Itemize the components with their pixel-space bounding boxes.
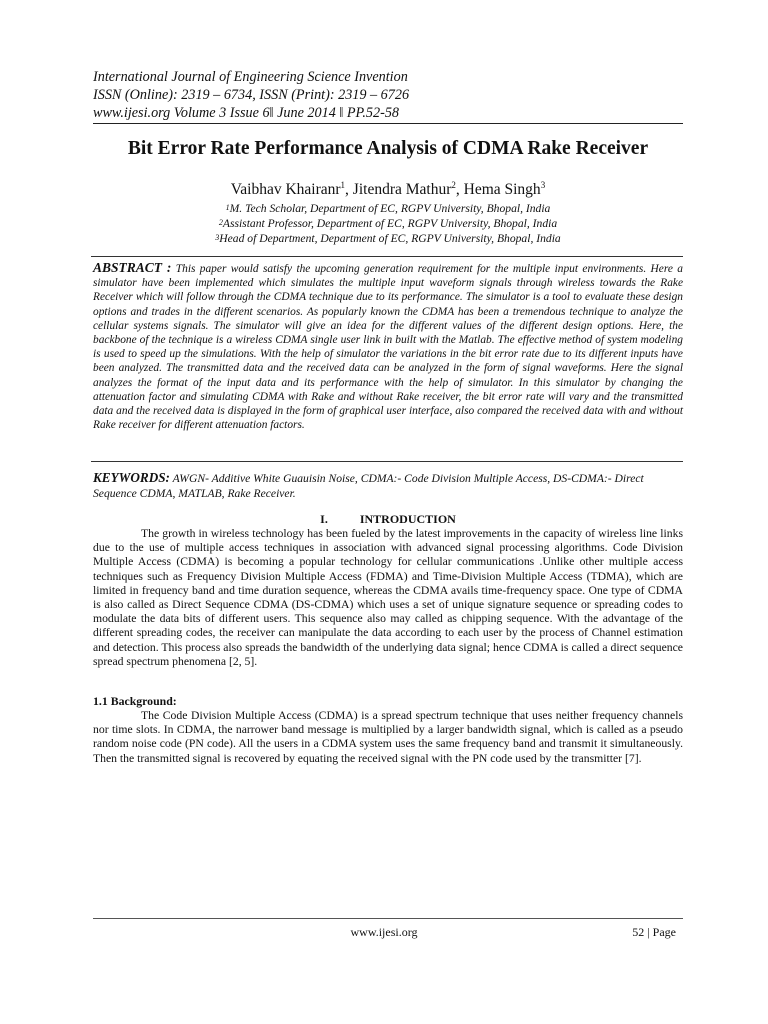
- keywords-label: KEYWORDS:: [93, 470, 170, 485]
- keywords: [93, 471, 683, 501]
- author-sep: ,: [345, 181, 353, 199]
- aff-sup: 2: [218, 218, 223, 227]
- author-sup: 3: [540, 180, 546, 190]
- page-number: 52 | Page: [632, 925, 676, 939]
- footer-url: www.ijesi.org: [350, 925, 418, 939]
- aff-text: Assistant Professor, Department of EC, RGPV University, Bhopal, India: [222, 217, 558, 230]
- affiliation-2: [93, 216, 683, 231]
- aff-sup: 3: [215, 233, 220, 242]
- paper-title: Bit Error Rate Performance Analysis of CDMA Rake Receiver: [127, 138, 649, 159]
- author-name: Vaibhav Khairanr: [230, 181, 341, 199]
- subsection-heading: 1.1 Background:: [93, 694, 177, 708]
- aff-text: Head of Department, Department of EC, RGPV University, Bhopal, India: [219, 232, 561, 245]
- section-title: INTRODUCTION: [359, 512, 456, 526]
- affiliation-1: [93, 201, 683, 216]
- author-sep: ,: [455, 181, 464, 199]
- aff-text: M. Tech Scholar, Department of EC, RGPV University, Bhopal, India: [229, 202, 551, 215]
- author-name: Hema Singh: [463, 181, 541, 199]
- abstract-text: This paper would satisfy the upcoming generation requirement for the multiple input environments. Here a simulator have been implemented which simulates the multiple input waveform signals through wireless towards the Rake Receiver which will follow through the CDMA technique due to its performance. The simulator is a tool to evaluate these design options and trades in the different scenarios. As popularly known the CDMA has been a tremendous technique to analyze the cellular systems signals. The simulator will give an idea for the different values of the different design options. Here, the backbone of the technique is a wireless CDMA single user link in built with the Matlab. The effective method of system modeling is used to speed up the simulations. With the help of simulator the variations in the bit error rate due to its different inputs have been analyzed. The transmitted data and the received data can be analyzed in the form of signal waveforms. Here the signal analyzes the format of the input data and its performance with the help of simulator. In this simulator by changing the attenuation factor and simulating CDMA with Rake and without Rake receiver, the bit error rate will vary and the transmitted data and the received data is displayed in the form of graphical user interface, also compared the received data with and without Rake receiver for different attenuation factors.: [93, 263, 683, 432]
- background-paragraph: The Code Division Multiple Access (CDMA) is a spread spectrum technique that uses neither frequency channels nor time slots. In CDMA, the narrower band message is multiplied by a larger bandwidth signal, which is called as a pseudo random noise code (PN code). All the users in a CDMA system uses the same frequency band and transmit it simultaneously. Then the transmitted signal is recovered by equating the received signal with the PN code used by the transmitter [7].: [93, 709, 683, 765]
- section-heading: [93, 512, 683, 527]
- abstract-label: ABSTRACT :: [93, 260, 172, 275]
- author-name: Jitendra Mathur: [352, 181, 452, 199]
- author-sup: 2: [451, 180, 456, 190]
- keywords-text: AWGN- Additive White Guauisin Noise, CDMA:- Code Division Multiple Access, DS-CDMA:- Direct Sequence CDMA, MATLAB, Rake Receiver.: [93, 472, 644, 500]
- section-number: I.: [320, 512, 328, 526]
- journal-issn: ISSN (Online): 2319 – 6734, ISSN (Print): 2319 – 6726: [93, 87, 410, 103]
- author-list: [93, 180, 683, 199]
- journal-header: [93, 68, 683, 122]
- intro-paragraph: The growth in wireless technology has been fueled by the latest improvements in the capacity of wireless line links due to the use of multiple access techniques in association with advanced signal processing algorithms. Code Division Multiple Access (CDMA) is becoming a popular technology for cellular communications .Unlike other multiple access techniques such as Frequency Division Multiple Access (FDMA) and Time-Division Multiple Access (TDMA), which are limited in frequency band and time duration sequence, whereas the CDMA avails time-frequency space. One type of CDMA is also called as Direct Sequence CDMA (DS-CDMA) which uses a set of unique signature sequence or spreading codes to modulate the data bits of different users. This sequence also may called as chipping sequence. With the advantage of the different spreading codes, the receiver can manipulate the data according to each user by the process of Channel estimation and detection. This process also spreads the bandwidth of the underlying data signal; hence CDMA is called a direct sequence spread spectrum phenomena [2, 5].: [93, 527, 683, 668]
- abstract: [93, 261, 683, 432]
- header-rule: [93, 123, 683, 124]
- journal-name: International Journal of Engineering Science Invention: [93, 69, 408, 85]
- footer-rule: [93, 918, 683, 919]
- journal-issue: www.ijesi.org Volume 3 Issue 6ǁ June 2014 ǁ PP.52-58: [93, 105, 400, 121]
- author-sup: 1: [340, 180, 346, 190]
- affiliation-3: [93, 231, 683, 246]
- aff-sup: 1: [225, 203, 230, 212]
